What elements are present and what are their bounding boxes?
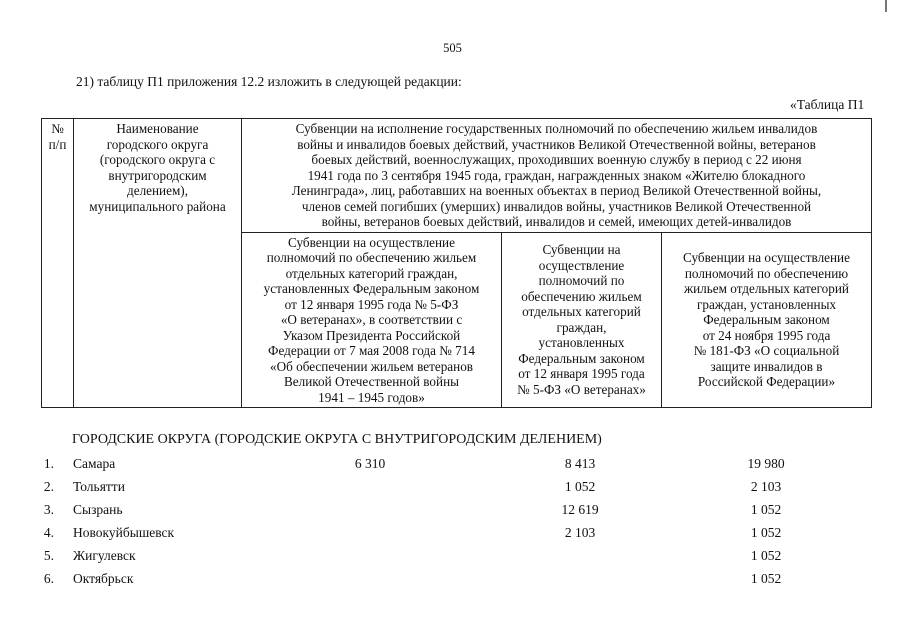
- row-value-col3: 19 980: [747, 456, 785, 471]
- row-value-col1: 6 310: [354, 456, 386, 471]
- row-value-col3: 2 103: [750, 479, 782, 494]
- header-sub1: [242, 232, 502, 408]
- row-name: Жигулевск: [73, 548, 136, 563]
- row-name: Тольятти: [73, 479, 125, 494]
- row-value-col2: 12 619: [561, 502, 599, 517]
- row-number: 4.: [43, 525, 54, 540]
- row-value-col2: 1 052: [564, 479, 596, 494]
- row-number: 6.: [43, 571, 54, 586]
- row-value-col2: 8 413: [564, 456, 596, 471]
- scan-edge-mark: [885, 0, 887, 12]
- header-sub3: [662, 232, 872, 408]
- row-number: 1.: [43, 456, 54, 471]
- subvention-table: [41, 118, 872, 408]
- page-number: 505: [443, 41, 462, 55]
- row-value-col3: 1 052: [750, 525, 782, 540]
- header-name: [74, 119, 242, 408]
- intro-paragraph: 21) таблицу П1 приложения 12.2 изложить в следующей редакции:: [76, 74, 462, 89]
- row-value-col3: 1 052: [750, 548, 782, 563]
- row-number: 2.: [43, 479, 54, 494]
- header-name-text: Наименование городского округа (городского округа с внутригородским делением), муниципального района: [89, 121, 226, 214]
- table-caption: «Таблица П1: [790, 97, 865, 112]
- header-sub2-text: Субвенции на осуществление полномочий по обеспечению жильем отдельных категорий граждан, установленных Федеральным законом от 12 января 1995 года № 5-ФЗ «О ветеранах»: [517, 242, 646, 397]
- row-value-col2: 2 103: [564, 525, 596, 540]
- header-num: [42, 119, 74, 408]
- row-name: Октябрьск: [73, 571, 134, 586]
- row-name: Новокуйбышевск: [73, 525, 175, 540]
- row-number: 5.: [43, 548, 54, 563]
- row-name: Самара: [73, 456, 116, 471]
- row-number: 3.: [43, 502, 54, 517]
- row-name: Сызрань: [73, 502, 123, 517]
- header-main-text: Субвенции на исполнение государственных полномочий по обеспечению жильем инвалидов войны и инвалидов боевых действий, участников Великой Отечественной войны, ветеранов боевых действий, военнослужащих, проходивших военную службу в период с 22 июня 1941 года по 3 сентября 1945 года, граждан, награжденных знаком «Жителю блокадного Ленинграда», лиц, работавших на военных объектах в период Великой Отечественной войны, членов семей погибших (умерших) инвалидов войны, участников Великой Отечественной войны, ветеранов боевых действий, инвалидов и семей, имеющих детей-инвалидов: [291, 121, 822, 229]
- row-value-col3: 1 052: [750, 571, 782, 586]
- table-header-row-main: [42, 119, 872, 233]
- header-num-text: № п/п: [48, 121, 67, 152]
- header-sub3-text: Субвенции на осуществление полномочий по обеспечению жильем отдельных категорий граждан, установленных Федеральным законом от 24 ноября 1995 года № 181-ФЗ «О социальной защите инвалидов в Российской Федерации»: [683, 250, 850, 389]
- row-value-col3: 1 052: [750, 502, 782, 517]
- section-title: ГОРОДСКИЕ ОКРУГА (ГОРОДСКИЕ ОКРУГА С ВНУТРИГОРОДСКИМ ДЕЛЕНИЕМ): [72, 432, 602, 447]
- header-sub2: [502, 232, 662, 408]
- header-sub1-text: Субвенции на осуществление полномочий по обеспечению жильем отдельных категорий граждан, установленных Федеральным законом от 12 января 1995 года № 5-ФЗ «О ветеранах», в соответствии с Указом Президента Российской Федерации от 7 мая 2008 года № 714 «Об обеспечении жильем ветеранов Великой Отечественной войны 1941 – 1945 годов»: [263, 234, 480, 405]
- header-main: [242, 119, 872, 233]
